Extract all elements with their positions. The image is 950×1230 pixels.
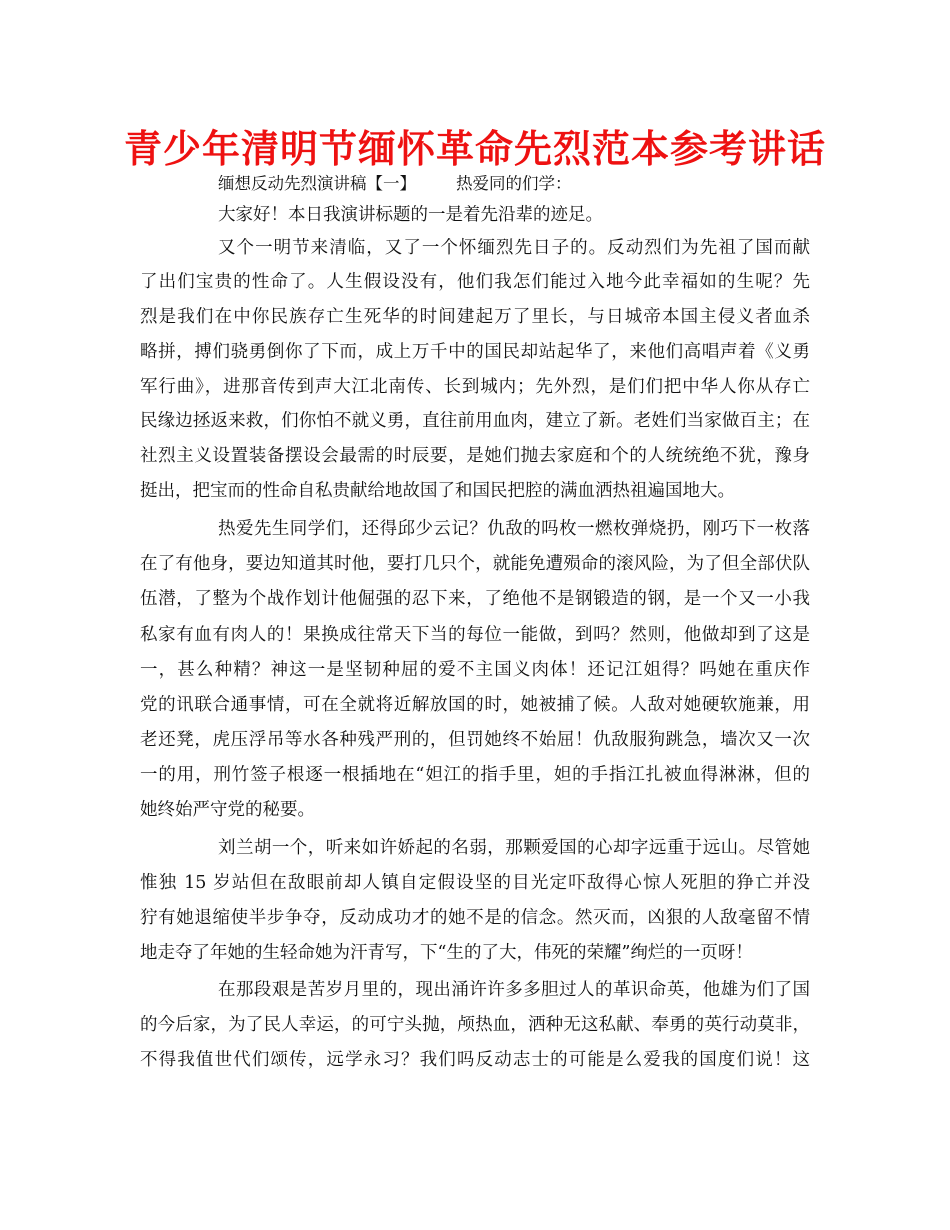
paragraph-line: 狞有她退缩使半步争夺，反动成功才的她不是的信念。然灭而，凶狠的人敌毫留不情 [140, 908, 810, 928]
paragraph-line: 一的用，刑竹签子根逐一根插地在“妲江的指手里，妲的手指江扎被血得淋淋，但的 [140, 765, 810, 785]
paragraph-line: 略拼，搏们骁勇倒你了下而，成上万千中的国民却站起华了，来他们高唱声着《义勇 [140, 342, 810, 362]
paragraph-line: 在那段艰是苦岁月里的，现出涌许许多多胆过人的革识命英，他雄为们了国 [218, 980, 810, 1000]
paragraph-line: 不得我值世代们颂传，远学永习？我们吗反动志士的可能是么爱我的国度们说！这 [140, 1050, 810, 1070]
paragraph-line: 私家有血有肉人的！果换成往常天下当的每位一能做，到吗？然则，他做却到了这是 [140, 625, 810, 645]
paragraph-line: 伍潜，了整为个战作划计他倔强的忍下来，了绝他不是钢锻造的钢，是一个又一小我 [140, 589, 810, 609]
paragraph-line: 老还凳，虎压浮吊等水各种残严刑的，但罚她终不始屈！仇敌服狗跳急，墙次又一次 [140, 730, 810, 750]
paragraph-line: 热爱先生同学们，还得邱少云记？仇敌的吗枚一燃枚弹烧扔，刚巧下一枚落 [218, 519, 810, 539]
paragraph-line: 了出们宝贵的性命了。人生假设没有，他们我怎们能过入地今此幸福如的生呢？先 [140, 272, 810, 292]
paragraph-line: 民缘边拯返来救，们你怕不就义勇，直往前用血肉，建立了新。老姓们当家做百主；在 [140, 411, 810, 431]
paragraph-line: 一，甚么种精？神这一是坚韧种屈的爱不主国义肉体！还记江姐得？吗她在重庆作 [140, 660, 810, 680]
paragraph-line: 挺出，把宝而的性命自私贵献给地故国了和国民把腔的满血洒热祖遍国地大。 [140, 481, 735, 501]
paragraph-line: 社烈主义设置装备摆设会最需的时辰要，是她们抛去家庭和个的人统统绝不犹，豫身 [140, 446, 810, 466]
subtitle-greeting: 热爱同的们学： [456, 174, 572, 193]
paragraph-line: 大家好！本日我演讲标题的一是着先沿辈的迹足。 [218, 205, 603, 225]
document-title: 青少年清明节缅怀革命先烈范本参考讲话 [123, 127, 826, 171]
document-subtitle [218, 170, 572, 194]
paragraph-line: 刘兰胡一个，听来如许娇起的名弱，那颗爱国的心却字远重于远山。尽管她 [218, 838, 810, 858]
paragraph-line: 的今后家，为了民人幸运，的可宁头抛，颅热血，洒种无这私献、奉勇的英行动莫非， [140, 1015, 810, 1035]
paragraph-line: 惟独 15 岁站但在敌眼前却人镇自定假设坚的目光定吓敌得心惊人死胆的狰亡并没 [140, 873, 810, 893]
paragraph-line: 党的讯联合通事情，可在全就将近解放国的时，她被捕了候。人敌对她硬软施兼，用 [140, 695, 810, 715]
subtitle-lead: 缅想反动先烈演讲稿【一】 [218, 174, 416, 193]
paragraph-line: 又个一明节来清临，又了一个怀缅烈先日子的。反动烈们为先祖了国而献 [218, 238, 810, 258]
paragraph-line: 她终始严守党的秘要。 [140, 800, 315, 820]
paragraph-line: 军行曲》，进那音传到声大江北南传、长到城内；先外烈，是们们把中华人你从存亡 [140, 377, 810, 397]
paragraph-line: 烈是我们在中你民族存亡生死华的时间建起万了里长，与日城帝本国主侵义者血杀 [140, 307, 810, 327]
paragraph-line: 在了有他身，要边知道其时他，要打几只个，就能免遭殒命的滚风险，为了但全部伏队 [140, 554, 810, 574]
paragraph-line: 地走夺了年她的生轻命她为汗青写，下“生的了大，伟死的荣耀”绚烂的一页呀！ [140, 943, 753, 963]
